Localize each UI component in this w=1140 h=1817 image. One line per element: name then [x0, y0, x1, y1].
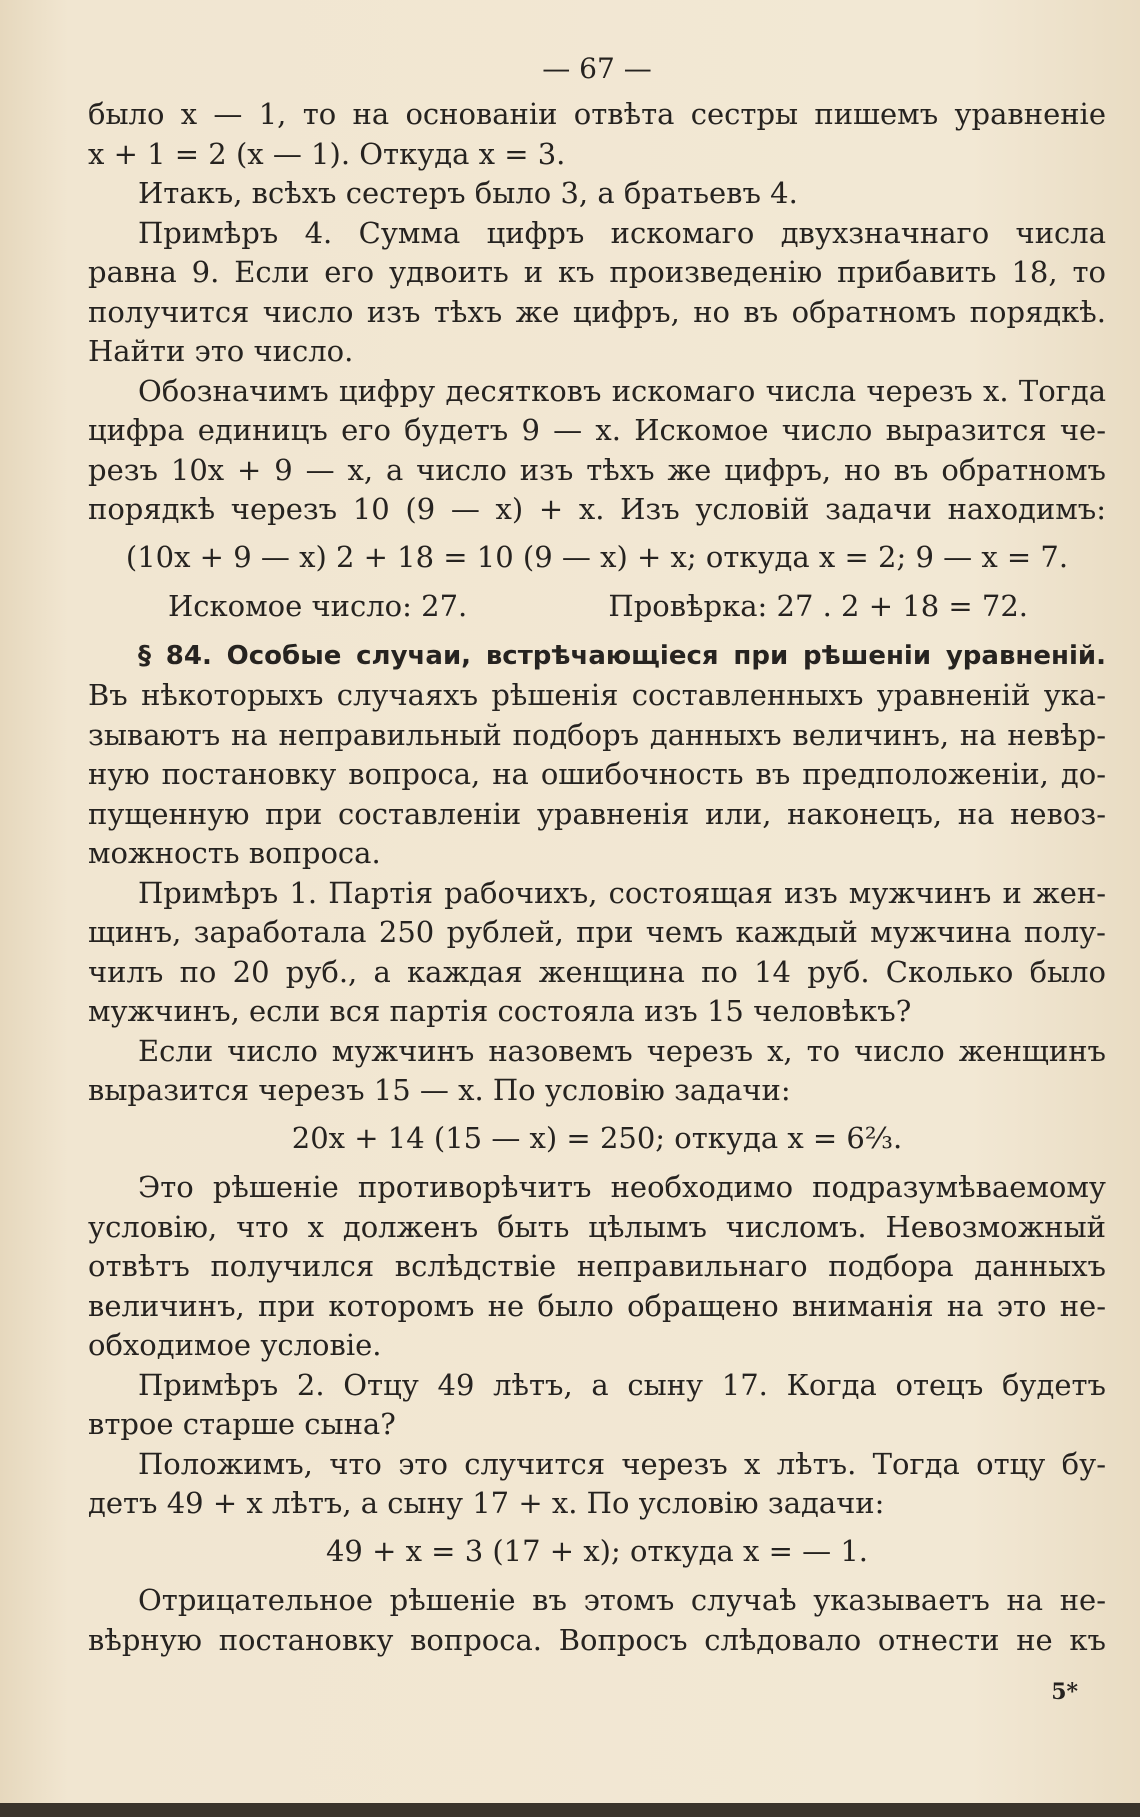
text-line: втрое старше сына?	[88, 1407, 396, 1441]
text-line: было x — 1, то на основаніи отвѣта сестры пишемъ уравненіе	[88, 97, 1106, 131]
text-line: щинъ, заработала 250 рублей, при чемъ каждый мужчина полу-	[88, 915, 1106, 949]
text-line: x + 1 = 2 (x — 1). Откуда x = 3.	[88, 136, 566, 171]
text-line: можность вопроса.	[88, 836, 381, 870]
text-line: Это рѣшеніе противорѣчитъ необходимо подразумѣваемому	[138, 1170, 1106, 1204]
text-line: условію, что x долженъ быть цѣлымъ числомъ. Невозможный	[88, 1209, 1106, 1244]
text-line: детъ 49 + x лѣтъ, а сыну 17 + x. По условію задачи:	[88, 1486, 885, 1520]
text-line: Если число мужчинъ назовемъ черезъ x, то число женщинъ	[138, 1033, 1106, 1068]
text-line: Положимъ, что это случится черезъ x лѣтъ. Тогда отцу бу-	[138, 1446, 1106, 1481]
text-line: получится число изъ тѣхъ же цифръ, но въ обратномъ порядкѣ.	[88, 294, 1106, 329]
text-line: ную постановку вопроса, на ошибочность въ предположеніи, до-	[88, 757, 1106, 791]
text-line: зываютъ на неправильный подборъ данныхъ величинъ, на невѣр-	[88, 717, 1106, 752]
text-line: порядкѣ черезъ 10 (9 — x) + x. Изъ условій задачи находимъ:	[88, 492, 1106, 526]
check-text: Провѣрка: 27 . 2 + 18 = 72.	[608, 589, 1028, 623]
text-line: обходимое условіе.	[88, 1328, 382, 1362]
text-line: выразится черезъ 15 — x. По условію задачи:	[88, 1073, 791, 1107]
text-line: равна 9. Если его удвоить и къ произведенію прибавить 18, то	[88, 255, 1106, 289]
answer-line	[88, 587, 1106, 627]
text-line: Найти это число.	[88, 334, 354, 368]
text-line: Примѣръ 4. Сумма цифръ искомаго двухзначнаго числа	[138, 215, 1106, 250]
text-line: Отрицательное рѣшеніе въ этомъ случаѣ указываетъ на не-	[138, 1583, 1106, 1617]
text-line: Въ нѣкоторыхъ случаяхъ рѣшенія составленныхъ уравненій ука-	[88, 678, 1106, 712]
signature-mark: 5*	[1051, 1679, 1078, 1705]
text-line: мужчинъ, если вся партія состояла изъ 15 человѣкъ?	[88, 994, 912, 1028]
text-line: чилъ по 20 руб., а каждая женщина по 14 руб. Сколько было	[88, 954, 1106, 989]
text-line: отвѣтъ получился вслѣдствіе неправильнаго подбора данныхъ	[88, 1249, 1106, 1283]
text-line: Примѣръ 1. Партія рабочихъ, состоящая изъ мужчинъ и жен-	[138, 875, 1106, 910]
text-line: Примѣръ 2. Отцу 49 лѣтъ, а сыну 17. Когда отецъ будетъ	[138, 1367, 1106, 1402]
equation-line: 20x + 14 (15 — x) = 250; откуда x = 6⅔.	[291, 1120, 903, 1155]
text-line: цифра единицъ его будетъ 9 — x. Искомое число выразится че-	[88, 413, 1106, 447]
text-line: пущенную при составленіи уравненія или, наконецъ, на невоз-	[88, 796, 1106, 831]
text-line: резъ 10x + 9 — x, а число изъ тѣхъ же цифръ, но въ обратномъ	[88, 452, 1106, 487]
answer-text: Искомое число: 27.	[168, 589, 468, 623]
section-heading: § 84. Особые случаи, встрѣчающіеся при рѣшеніи уравненій.	[138, 640, 1106, 671]
text-line: величинъ, при которомъ не было обращено вниманія на это не-	[88, 1288, 1106, 1323]
text-line: Обозначимъ цифру десятковъ искомаго числа черезъ x. Тогда	[138, 373, 1106, 408]
text-line: Итакъ, всѣхъ сестеръ было 3, а братьевъ 4.	[138, 176, 798, 210]
text-line: вѣрную постановку вопроса. Вопросъ слѣдовало отнести не къ	[88, 1622, 1106, 1657]
equation-line: (10x + 9 — x) 2 + 18 = 10 (9 — x) + x; откуда x = 2; 9 — x = 7.	[125, 539, 1069, 574]
page-number: — 67 —	[542, 52, 652, 85]
equation-line: 49 + x = 3 (17 + x); откуда x = — 1.	[325, 1533, 869, 1568]
